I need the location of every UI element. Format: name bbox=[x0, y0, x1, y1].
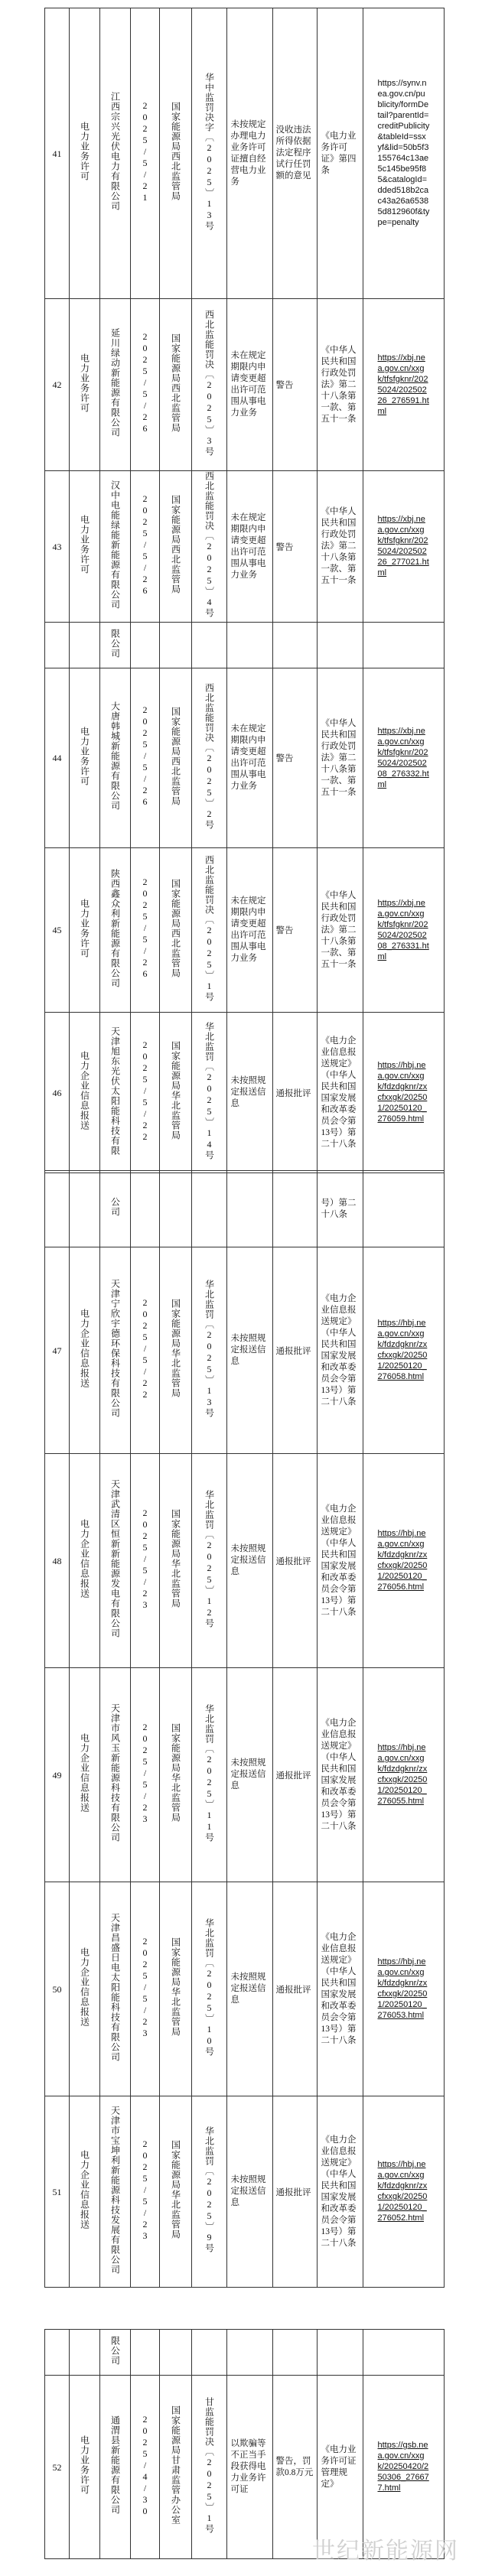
violation-reason: 未在规定期限内申请变更超出许可范围从事电力业务 bbox=[230, 896, 266, 963]
table-row bbox=[45, 2330, 445, 2376]
row-number: 47 bbox=[52, 1345, 62, 1356]
table-row bbox=[45, 668, 445, 848]
penalty-result: 警告，罚款0.8万元 bbox=[275, 2456, 314, 2477]
legal-basis: 《电力企业信息报送规定》（中华人民共和国国家发展和改革委员会令第13号）第二十八条 bbox=[321, 1932, 357, 2045]
row-number: 51 bbox=[52, 2186, 62, 2197]
penalty-result: 通报批评 bbox=[275, 1346, 311, 1356]
decision-date: 2025/5/23 bbox=[139, 1721, 151, 1825]
source-link[interactable]: https://xbj.nea.gov.cn/xxgk/tfsfgknr/2025024/20250208_276332.html bbox=[377, 726, 429, 789]
enforcement-authority: 国家能源局西北监管局 bbox=[170, 878, 181, 978]
decision-number: 西北监能罚决〔2025〕2号 bbox=[204, 682, 215, 830]
source-link[interactable]: https://hbj.nea.gov.cn/xxgk/fdzdgknr/zxcfxxgk/202501/20250120_276059.html bbox=[377, 1061, 428, 1124]
penalty-category: 电力企业信息报送 bbox=[79, 1519, 90, 1599]
decision-number: 西北监能罚决〔2025〕1号 bbox=[204, 854, 215, 1002]
table-row bbox=[45, 1668, 445, 1882]
legal-basis: 《电力业务许可证》第四条 bbox=[321, 131, 357, 175]
legal-basis: 《电力企业信息报送规定》（中华人民共和国国家发展和改革委员会令第13号）第二十八条 bbox=[321, 1293, 357, 1407]
violation-reason: 以欺骗等不正当手段获得电力业务许可证 bbox=[230, 2439, 266, 2494]
penalized-party: 天津宁欣宇德环保科技有限公司 bbox=[109, 1279, 121, 1418]
penalty-category: 电力业务许可 bbox=[79, 515, 90, 574]
penalized-party-continued: 限公司 bbox=[109, 2335, 121, 2366]
table-row bbox=[45, 848, 445, 1013]
decision-date: 2025/5/26 bbox=[139, 493, 151, 597]
penalty-category: 电力业务许可 bbox=[79, 353, 90, 413]
penalized-party: 天津旭东光伏太阳能科技有限 bbox=[109, 1026, 121, 1156]
legal-basis: 《电力企业信息报送规定》（中华人民共和国国家发展和改革委员会令第13号）第二十八条 bbox=[321, 2135, 357, 2248]
table-row bbox=[45, 1454, 445, 1668]
violation-reason: 未按照规定报送信息 bbox=[230, 1076, 266, 1108]
decision-date: 2025/5/26 bbox=[139, 877, 151, 980]
decision-date: 2025/5/21 bbox=[139, 99, 151, 203]
row-number: 49 bbox=[52, 1769, 62, 1781]
penalty-result: 警告 bbox=[275, 381, 294, 390]
penalty-table-block-2 bbox=[44, 1170, 445, 2288]
penalty-category: 电力业务许可 bbox=[79, 2435, 90, 2495]
penalty-category: 电力企业信息报送 bbox=[79, 1309, 90, 1388]
row-number: 42 bbox=[52, 379, 62, 390]
penalty-category: 电力企业信息报送 bbox=[79, 1733, 90, 1813]
penalty-table-block-1 bbox=[44, 8, 445, 1173]
legal-basis: 《电力业务许可证管理规定》 bbox=[321, 2444, 357, 2489]
penalty-result: 没收违法所得依据法定程序试行任罚额的意见 bbox=[275, 125, 311, 181]
enforcement-authority: 国家能源局西北监管局 bbox=[170, 102, 181, 201]
source-link[interactable]: https://hbj.nea.gov.cn/xxgk/fdzdgknr/zxcfxxgk/202501/20250120_276053.html bbox=[377, 1957, 428, 2020]
table-row bbox=[45, 1882, 445, 2096]
decision-number: 华北监罚〔2025〕13号 bbox=[204, 1279, 215, 1418]
violation-reason: 未按照规定报送信息 bbox=[230, 1544, 266, 1576]
decision-date: 2025/4/30 bbox=[139, 2413, 151, 2517]
row-number: 41 bbox=[52, 148, 62, 159]
violation-reason: 未按照规定报送信息 bbox=[230, 1334, 266, 1366]
table-row bbox=[45, 1013, 445, 1173]
penalty-result: 通报批评 bbox=[275, 1556, 311, 1566]
decision-number: 华中监罚决字〔2025〕13号 bbox=[204, 72, 215, 231]
penalty-result: 警告 bbox=[275, 542, 294, 552]
row-number: 50 bbox=[52, 1983, 62, 1995]
source-link[interactable]: https://xbj.nea.gov.cn/xxgk/tfsfgknr/2025024/20250226_277021.html bbox=[377, 515, 429, 577]
enforcement-authority: 国家能源局甘肃监管办公室 bbox=[170, 2405, 181, 2525]
row-number: 44 bbox=[52, 753, 62, 763]
row-number: 48 bbox=[52, 1555, 62, 1566]
row-number: 45 bbox=[52, 925, 62, 935]
penalty-category: 电力企业信息报送 bbox=[79, 2150, 90, 2230]
penalty-result: 通报批评 bbox=[275, 1985, 311, 1995]
penalty-result: 通报批评 bbox=[275, 2187, 311, 2197]
table-row bbox=[45, 2096, 445, 2288]
table-row bbox=[45, 623, 445, 668]
legal-basis: 《中华人民共和国行政处罚法》第二十八条第一款、第五十一条 bbox=[321, 345, 357, 424]
enforcement-authority: 国家能源局华北监管局 bbox=[170, 1299, 181, 1398]
decision-number: 华北监罚〔2025〕14号 bbox=[204, 1021, 215, 1160]
penalized-party: 天津武清区恒新新能源发电有限公司 bbox=[109, 1479, 121, 1638]
violation-reason: 未按规定办理电力业务许可证擅自经营电力业务 bbox=[230, 119, 266, 187]
source-link[interactable]: https://synv.nea.gov.cn/publicity/formDetail?parentId=creditPublicity&tableId=ssxyf&lid=50b5f3155764c13ae5c145be95f85&catalogId=dded518b2cac43a26a65385d812960f&type=penalty bbox=[377, 79, 430, 227]
penalty-category: 电力企业信息报送 bbox=[79, 1051, 90, 1130]
decision-date: 2025/5/26 bbox=[139, 331, 151, 434]
source-link[interactable]: https://hbj.nea.gov.cn/xxgk/fdzdgknr/zxcfxxgk/202501/20250120_276052.html bbox=[377, 2160, 428, 2223]
decision-date: 2025/5/26 bbox=[139, 704, 151, 808]
penalized-party: 通渭县新能源有限公司 bbox=[109, 2415, 121, 2515]
source-link[interactable]: https://gsb.nea.gov.cn/xxgk/20250420/250306_276677.html bbox=[377, 2441, 429, 2493]
source-link[interactable]: https://hbj.nea.gov.cn/xxgk/fdzdgknr/zxcfxxgk/202501/20250120_276055.html bbox=[377, 1743, 428, 1806]
penalty-result: 通报批评 bbox=[275, 1771, 311, 1781]
violation-reason: 未按照规定报送信息 bbox=[230, 1758, 266, 1791]
legal-basis-continued: 号）第二十八条 bbox=[321, 1198, 357, 1219]
decision-date: 2025/5/23 bbox=[139, 1935, 151, 2039]
row-number: 43 bbox=[52, 541, 62, 552]
penalized-party: 天津市风玉新能源科技有限公司 bbox=[109, 1703, 121, 1843]
penalty-result: 警告 bbox=[275, 754, 294, 763]
violation-reason: 未按照规定报送信息 bbox=[230, 1973, 266, 2005]
penalized-party-continued: 公司 bbox=[109, 1197, 121, 1217]
violation-reason: 未按照规定报送信息 bbox=[230, 2175, 266, 2207]
violation-reason: 未在规定期限内申请变更超出许可范围从事电力业务 bbox=[230, 724, 266, 791]
penalized-party: 陕西鑫众利新能源有限公司 bbox=[109, 868, 121, 988]
penalized-party: 天津昌盛日电太阳能科技有限公司 bbox=[109, 1912, 121, 2062]
decision-date: 2025/5/22 bbox=[139, 1296, 151, 1400]
table-row bbox=[45, 1247, 445, 1454]
decision-number: 西北监能罚决〔2025〕3号 bbox=[204, 309, 215, 457]
violation-reason: 未在规定期限内申请变更超出许可范围从事电力业务 bbox=[230, 351, 266, 418]
row-number: 46 bbox=[52, 1087, 62, 1098]
enforcement-authority: 国家能源局华北监管局 bbox=[170, 2140, 181, 2239]
table-row bbox=[45, 8, 445, 299]
penalized-party: 汉中电能绿能新能源有限公司 bbox=[109, 480, 121, 610]
site-watermark: 世纪新能源网 bbox=[312, 2538, 459, 2565]
enforcement-authority: 国家能源局华北监管局 bbox=[170, 1041, 181, 1140]
source-link[interactable]: https://xbj.nea.gov.cn/xxgk/tfsfgknr/2025024/20250208_276331.html bbox=[377, 898, 429, 961]
decision-date: 2025/5/22 bbox=[139, 1039, 151, 1143]
source-link[interactable]: https://xbj.nea.gov.cn/xxgk/tfsfgknr/2025024/20250226_276591.html bbox=[377, 353, 429, 416]
penalized-party: 江西宗兴光伏电力有限公司 bbox=[109, 92, 121, 211]
decision-date: 2025/5/23 bbox=[139, 1507, 151, 1611]
enforcement-authority: 国家能源局华北监管局 bbox=[170, 1509, 181, 1608]
enforcement-authority: 国家能源局华北监管局 bbox=[170, 1937, 181, 2037]
source-link[interactable]: https://hbj.nea.gov.cn/xxgk/fdzdgknr/zxcfxxgk/202501/20250120_276056.html bbox=[377, 1529, 428, 1592]
enforcement-authority: 国家能源局西北监管局 bbox=[170, 333, 181, 433]
penalized-party: 延川绿动新能源有限公司 bbox=[109, 328, 121, 437]
violation-reason: 未在规定期限内申请变更超出许可范围从事电力业务 bbox=[230, 512, 266, 580]
table-row bbox=[45, 471, 445, 623]
row-number: 52 bbox=[52, 2461, 62, 2473]
penalty-category: 电力业务许可 bbox=[79, 122, 90, 181]
legal-basis: 《电力企业信息报送规定》（中华人民共和国国家发展和改革委员会令第13号）第二十八条 bbox=[321, 1718, 357, 1831]
decision-number: 华北监罚〔2025〕12号 bbox=[204, 1489, 215, 1628]
penalty-category: 电力业务许可 bbox=[79, 726, 90, 786]
enforcement-authority: 国家能源局华北监管局 bbox=[170, 1723, 181, 1823]
legal-basis: 《中华人民共和国行政处罚法》第二十八条第一款、第五十一条 bbox=[321, 890, 357, 969]
penalized-party: 天津市宝坤利新能源科技发展有限公司 bbox=[109, 2105, 121, 2275]
decision-number: 华北监罚〔2025〕10号 bbox=[204, 1917, 215, 2057]
legal-basis: 《中华人民共和国行政处罚法》第二十八条第一款、第五十一条 bbox=[321, 507, 357, 585]
source-link[interactable]: https://hbj.nea.gov.cn/xxgk/fdzdgknr/zxcfxxgk/202501/20250120_276058.html bbox=[377, 1319, 428, 1381]
penalty-category: 电力企业信息报送 bbox=[79, 1947, 90, 2027]
penalty-result: 通报批评 bbox=[275, 1088, 311, 1098]
penalty-table-block-3 bbox=[44, 2329, 445, 2559]
legal-basis: 《中华人民共和国行政处罚法》第二十八条第一款、第五十一条 bbox=[321, 718, 357, 797]
legal-basis: 《电力企业信息报送规定》（中华人民共和国国家发展和改革委员会令第13号）第二十八条 bbox=[321, 1036, 357, 1149]
table-row bbox=[45, 1171, 445, 1247]
decision-date: 2025/5/23 bbox=[139, 2138, 151, 2242]
penalty-category: 电力业务许可 bbox=[79, 898, 90, 958]
legal-basis: 《电力企业信息报送规定》（中华人民共和国国家发展和改革委员会令第13号）第二十八条 bbox=[321, 1504, 357, 1617]
enforcement-authority: 国家能源局西北监管局 bbox=[170, 706, 181, 806]
penalized-party: 大唐韩城新能源有限公司 bbox=[109, 701, 121, 811]
decision-number: 甘监能罚决〔2025〕1号 bbox=[204, 2396, 215, 2534]
penalty-result: 警告 bbox=[275, 926, 294, 935]
decision-number: 华北监罚〔2025〕9号 bbox=[204, 2126, 215, 2253]
enforcement-authority: 国家能源局西北监管局 bbox=[170, 495, 181, 594]
decision-number: 华北监罚〔2025〕11号 bbox=[204, 1703, 215, 1843]
penalized-party-continued: 限公司 bbox=[109, 628, 121, 659]
decision-number: 西北监能罚决〔2025〕4号 bbox=[204, 471, 215, 618]
table-row bbox=[45, 299, 445, 471]
